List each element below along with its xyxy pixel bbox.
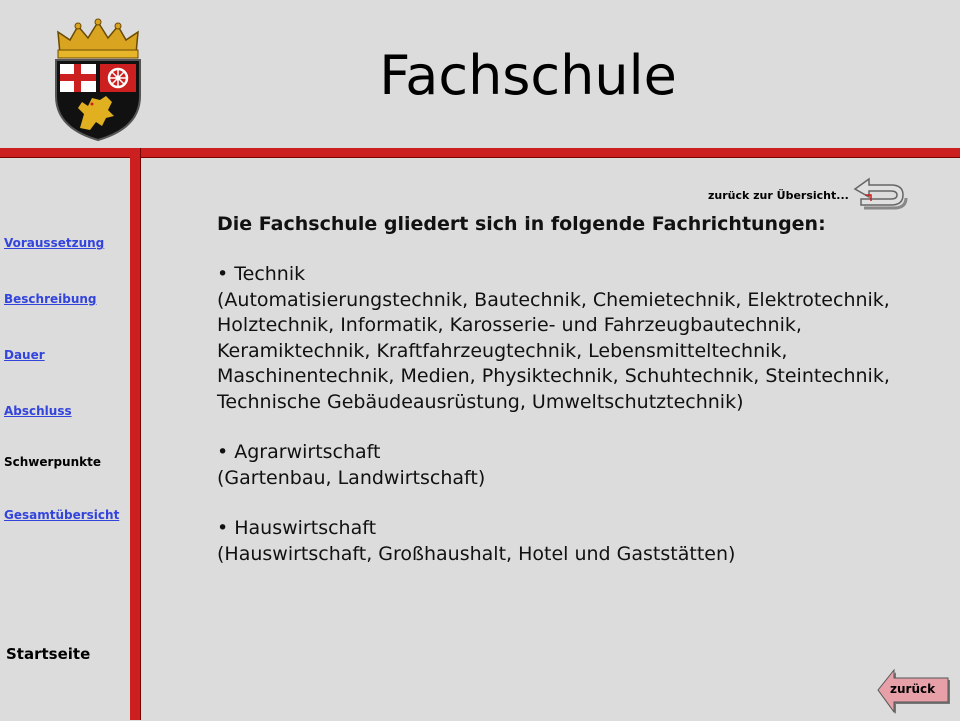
section-details: (Hauswirtschaft, Großhaushalt, Hotel und Gaststätten) [217, 542, 736, 565]
page-title: Fachschule [379, 44, 677, 107]
section-agrarwirtschaft [217, 440, 917, 491]
back-button-label: zurück [890, 682, 936, 696]
sidebar-item-schwerpunkte: Schwerpunkte [4, 455, 101, 469]
return-arrow-icon [851, 177, 909, 213]
back-to-overview-label: zurück zur Übersicht... [708, 188, 849, 202]
sidebar-item-dauer[interactable] [4, 348, 45, 362]
section-details: (Gartenbau, Landwirtschaft) [217, 466, 486, 489]
sidebar-link-voraussetzung[interactable]: Voraussetzung [4, 236, 105, 250]
section-title: • Agrarwirtschaft [217, 441, 381, 463]
section-details: (Automatisierungstechnik, Bautechnik, Chemietechnik, Elektrotechnik, Holztechnik, Informatik, Karosserie- und Fahrzeugbautechnik, Keramiktechnik, Kraftfahrzeugtechnik, Lebensmitteltechnik, Maschinentechnik, Medien, Physiktechnik, Schuhtechnik, Steintechnik, Technische Gebäudeausrüstung, Umweltschutztechnik) [217, 288, 890, 413]
section-title: • Technik [217, 263, 306, 285]
content-heading: Die Fachschule gliedert sich in folgende Fachrichtungen: [217, 213, 826, 235]
back-to-overview-link[interactable] [708, 177, 909, 213]
sidebar-link-beschreibung[interactable]: Beschreibung [4, 292, 97, 306]
home-link[interactable]: Startseite [6, 645, 91, 663]
sidebar-item-abschluss[interactable] [4, 404, 72, 418]
sidebar-divider [130, 148, 141, 720]
sidebar-item-beschreibung[interactable] [4, 292, 97, 306]
sidebar-link-gesamtuebersicht[interactable]: Gesamtübersicht [4, 508, 120, 522]
back-button[interactable] [876, 667, 952, 721]
sidebar-link-abschluss[interactable]: Abschluss [4, 404, 72, 418]
sidebar-item-gesamtuebersicht[interactable] [4, 508, 119, 522]
main-content [217, 212, 917, 567]
section-hauswirtschaft [217, 516, 917, 567]
section-technik [217, 262, 917, 415]
sidebar-item-voraussetzung[interactable] [4, 236, 104, 250]
header-divider [0, 148, 960, 158]
sidebar-link-dauer[interactable]: Dauer [4, 348, 45, 362]
section-title: • Hauswirtschaft [217, 517, 377, 539]
